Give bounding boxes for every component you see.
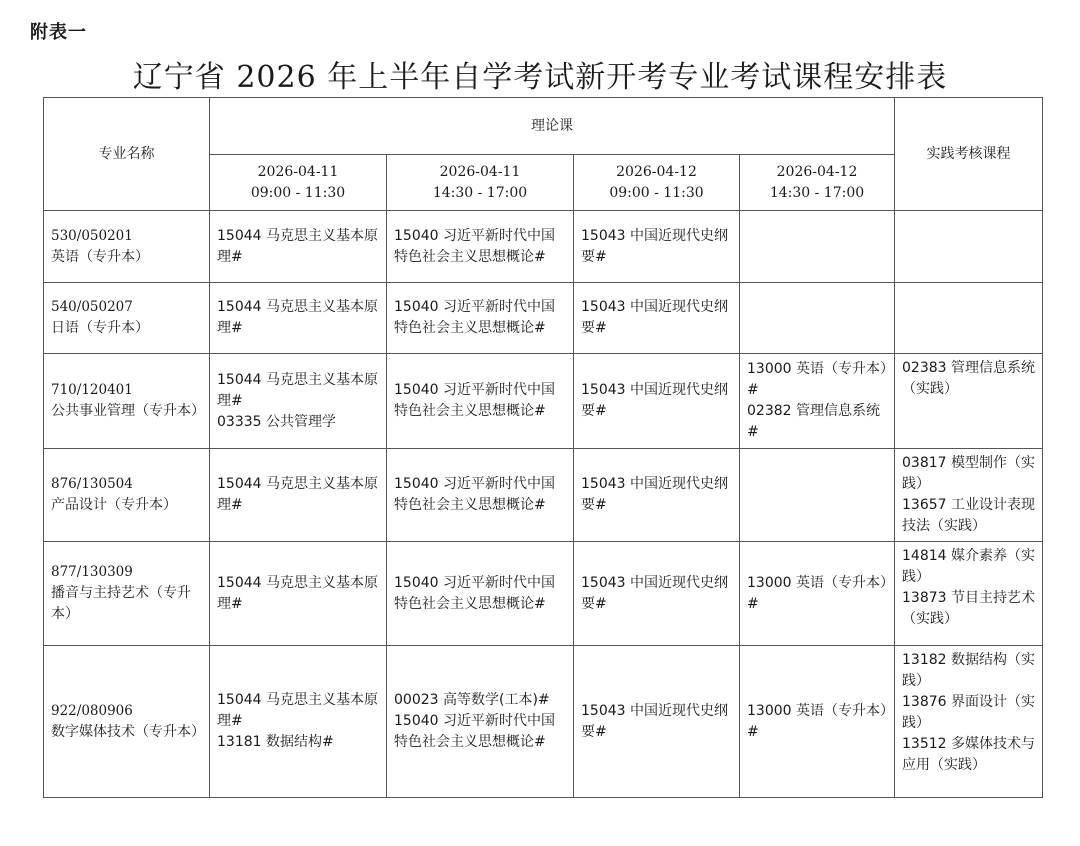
course-entry: 03817 模型制作（实践） (902, 455, 1035, 492)
practice-cell (895, 646, 1043, 798)
course-entry: 15043 中国近现代史纲要# (581, 382, 728, 419)
major-name: 日语（专升本） (51, 320, 149, 336)
session-cell-s2 (387, 646, 574, 798)
header-session-4 (740, 155, 895, 211)
schedule-table (43, 97, 1043, 798)
major-cell (44, 542, 210, 646)
course-entry: 02383 管理信息系统（实践） (902, 360, 1035, 397)
course-entry: 15043 中国近现代史纲要# (581, 574, 728, 612)
major-code: 710/120401 (51, 382, 133, 398)
table-row (44, 542, 1043, 646)
course-entry: 13657 工业设计表现技法（实践） (902, 497, 1035, 534)
table-row (44, 283, 1043, 354)
course-entry: 13181 数据结构# (217, 734, 334, 750)
table-row (44, 646, 1043, 798)
practice-cell (895, 283, 1043, 354)
major-name: 播音与主持艺术（专升本） (51, 585, 191, 622)
course-entry: 13000 英语（专升本）# (747, 574, 887, 612)
course-entry: 13000 英语（专升本）# (747, 702, 887, 740)
course-entry: 14814 媒介素养（实践） (902, 548, 1035, 585)
major-name: 英语（专升本） (51, 248, 149, 265)
course-entry: 15043 中国近现代史纲要# (581, 702, 728, 740)
major-name: 产品设计（专升本） (51, 497, 177, 513)
header-session-1 (210, 155, 387, 211)
major-cell (44, 449, 210, 542)
schedule-body (44, 211, 1043, 798)
session-cell-s2 (387, 354, 574, 449)
course-entry: 15040 习近平新时代中国特色社会主义思想概论# (394, 574, 555, 612)
annex-label: 附表一 (30, 22, 87, 43)
course-entry: 15040 习近平新时代中国特色社会主义思想概论# (394, 476, 555, 513)
header-theory: 理论课 (210, 98, 895, 155)
session-cell-s4 (740, 211, 895, 283)
major-code: 540/050207 (51, 299, 133, 315)
course-entry: 13873 节目主持艺术（实践） (902, 590, 1035, 627)
header-session-3 (574, 155, 740, 211)
course-entry: 13182 数据结构（实践） (902, 652, 1035, 689)
session-cell-s1 (210, 283, 387, 354)
session-cell-s4 (740, 646, 895, 798)
header-major: 专业名称 (44, 98, 210, 211)
major-name: 数字媒体技术（专升本） (51, 723, 205, 740)
course-entry: 15044 马克思主义基本原理# (217, 692, 378, 729)
session-cell-s1 (210, 211, 387, 283)
major-code: 922/080906 (51, 702, 133, 719)
session-cell-s4 (740, 542, 895, 646)
session-date: 2026-04-11 (257, 163, 339, 180)
course-entry: 13000 英语（专升本）# (747, 361, 887, 398)
session-cell-s2 (387, 542, 574, 646)
major-cell (44, 283, 210, 354)
table-row (44, 211, 1043, 283)
session-cell-s2 (387, 449, 574, 542)
session-date: 2026-04-12 (776, 163, 858, 180)
course-entry: 15043 中国近现代史纲要# (581, 476, 728, 513)
course-entry: 15043 中国近现代史纲要# (581, 299, 728, 336)
session-time: 14:30 - 17:00 (769, 184, 865, 201)
header-session-2 (387, 155, 574, 211)
session-cell-s2 (387, 283, 574, 354)
session-date: 2026-04-12 (616, 163, 697, 180)
major-cell (44, 354, 210, 449)
course-entry: 15044 马克思主义基本原理# (217, 371, 378, 409)
session-time: 09:00 - 11:30 (609, 184, 704, 201)
major-code: 877/130309 (51, 564, 133, 580)
course-entry: 15040 习近平新时代中国特色社会主义思想概论# (394, 299, 555, 336)
major-cell (44, 211, 210, 283)
course-entry: 15040 习近平新时代中国特色社会主义思想概论# (394, 382, 555, 419)
practice-cell (895, 449, 1043, 542)
course-entry: 03335 公共管理学 (217, 413, 336, 430)
session-date: 2026-04-11 (439, 163, 521, 180)
course-entry: 13512 多媒体技术与应用（实践） (902, 736, 1035, 773)
table-row (44, 449, 1043, 542)
practice-cell (895, 542, 1043, 646)
session-cell-s3 (574, 354, 740, 449)
session-cell-s3 (574, 283, 740, 354)
course-entry: 15044 马克思主义基本原理# (217, 299, 378, 336)
session-cell-s2 (387, 211, 574, 283)
session-cell-s3 (574, 646, 740, 798)
session-cell-s3 (574, 449, 740, 542)
session-cell-s1 (210, 646, 387, 798)
course-entry: 15044 马克思主义基本原理# (217, 476, 378, 513)
session-cell-s3 (574, 211, 740, 283)
major-name: 公共事业管理（专升本） (51, 403, 205, 419)
course-entry: 15040 习近平新时代中国特色社会主义思想概论# (394, 227, 555, 265)
session-cell-s4 (740, 354, 895, 449)
session-cell-s1 (210, 354, 387, 449)
major-cell (44, 646, 210, 798)
course-entry: 02382 管理信息系统# (747, 403, 880, 440)
page-title: 辽宁省 2026 年上半年自学考试新开考专业考试课程安排表 (132, 60, 948, 95)
header-practice: 实践考核课程 (895, 98, 1043, 211)
course-entry: 15044 马克思主义基本原理# (217, 227, 378, 265)
practice-cell (895, 211, 1043, 283)
major-code: 876/130504 (51, 476, 133, 492)
course-entry: 15044 马克思主义基本原理# (217, 574, 378, 612)
course-entry: 15043 中国近现代史纲要# (581, 227, 728, 265)
table-row (44, 354, 1043, 449)
session-cell-s4 (740, 449, 895, 542)
course-entry: 00023 高等数学(工本)# (394, 692, 550, 708)
major-code: 530/050201 (51, 227, 133, 244)
session-cell-s1 (210, 449, 387, 542)
practice-cell (895, 354, 1043, 449)
session-cell-s4 (740, 283, 895, 354)
course-entry: 15040 习近平新时代中国特色社会主义思想概论# (394, 713, 555, 750)
session-cell-s1 (210, 542, 387, 646)
session-cell-s3 (574, 542, 740, 646)
session-time: 09:00 - 11:30 (250, 184, 346, 201)
header-row-1 (44, 98, 1043, 155)
course-entry: 13876 界面设计（实践） (902, 694, 1035, 731)
session-time: 14:30 - 17:00 (432, 184, 528, 201)
